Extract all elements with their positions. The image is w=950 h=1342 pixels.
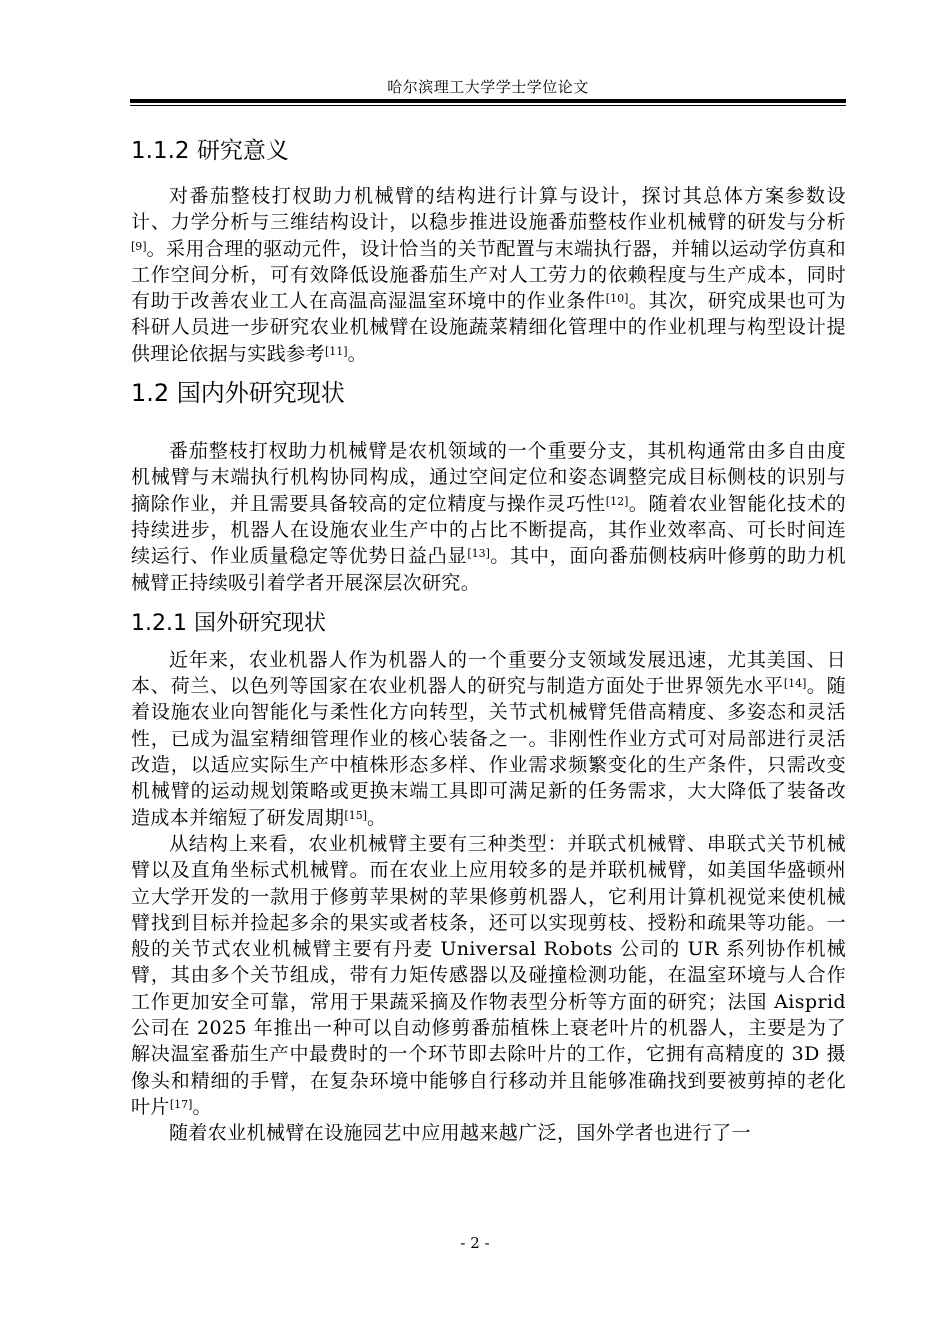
text-run: 番茄整枝打杈助力机械臂是农机领域的一个重要分支，其机构通常由多自由度机械臂与末端执行机构协同构成，通过空间定位和姿态调整完成目标侧枝的识别与摘除作业，并且需要具备较高的定位精度与操作灵巧性: [131, 440, 846, 515]
heading-1-2-1: 1.2.1 国外研究现状: [131, 610, 326, 636]
paragraph-research-status: [131, 438, 846, 596]
citation-ref: [13]: [467, 547, 490, 561]
paragraph-research-significance: [131, 183, 846, 367]
citation-ref: [14]: [783, 677, 807, 691]
citation-ref: [11]: [325, 344, 348, 358]
citation-ref: [9]: [131, 239, 147, 253]
text-run: 。随着设施农业向智能化与柔性化方向转型，关节式机械臂凭借高精度、多姿态和灵活性，已成为温室精细管理作业的核心装备之一。非刚性作业方式可对局部进行灵活改造，以适应实际生产中植株形态多样、作业需求频繁变化的生产条件，只需改变机械臂的运动规划策略或更换末端工具即可满足新的任务需求，大大降低了装备改造成本并缩短了研发周期: [131, 675, 846, 829]
citation-ref: [15]: [344, 808, 367, 822]
header-rule-thin: [130, 105, 846, 106]
text-run: 。其次，研究成果也可为科研人员进一步研究农业机械臂在设施蔬菜精细化管理中的作业机理与构型设计提供理论依据与实践参考: [131, 290, 846, 365]
text-run: 。其中，面向番茄侧枝病叶修剪的助力机械臂正持续吸引着学者开展深层次研究。: [131, 545, 846, 594]
citation-ref: [17]: [169, 1097, 193, 1111]
text-run: 从结构上来看，农业机械臂主要有三种类型：并联式机械臂、串联式关节机械臂以及直角坐标式机械臂。而在农业上应用较多的是并联机械臂，如美国华盛顿州立大学开发的一款用于修剪苹果树的苹果修剪机器人，它利用计算机视觉来使机械臂找到目标并捡起多余的果实或者枝条，还可以实现剪枝、授粉和疏果等功能。一般的关节式农业机械臂主要有丹麦 Universal Robots 公司的 UR 系列协作机械臂，其由多个关节组成，带有力矩传感器以及碰撞检测功能，在温室环境与人合作工作更加安全可靠，常用于果蔬采摘及作物表型分析等方面的研究；法国 Aisprid 公司在 2025 年推出一种可以自动修剪番茄植株上衰老叶片的机器人，主要是为了解决温室番茄生产中最费时的一个环节即去除叶片的工作，它拥有高精度的 3D 摄像头和精细的手臂，在复杂环境中能够自行移动并且能够准确找到要被剪掉的老化叶片: [131, 832, 846, 1118]
text-run: 。: [367, 806, 387, 829]
page-number: - 2 -: [460, 1234, 490, 1252]
text-run: 。: [192, 1095, 212, 1118]
running-header: 哈尔滨理工大学学士学位论文: [387, 78, 589, 96]
text-run: 近年来，农业机器人作为机器人的一个重要分支领域发展迅速，尤其美国、日本、荷兰、以色列等国家在农业机器人的研究与制造方面处于世界领先水平: [131, 648, 846, 698]
heading-1-2: 1.2 国内外研究现状: [131, 379, 345, 408]
citation-ref: [12]: [605, 494, 629, 508]
text-run: 。随着农业智能化技术的持续进步，机器人在设施农业生产中的占比不断提高，其作业效率高、可长时间连续运行、作业质量稳定等优势日益凸显: [131, 492, 846, 568]
citation-ref: [10]: [605, 292, 629, 306]
paragraph-foreign-status-1: [131, 647, 846, 831]
body-content: [131, 128, 846, 1147]
text-run: 。采用合理的驱动元件，设计恰当的关节配置与末端执行器，并辅以运动学仿真和工作空间分析，可有效降低设施番茄生产对人工劳力的依赖程度与生产成本，同时有助于改善农业工人在高温高湿温室环境中的作业条件: [131, 237, 846, 313]
header-rule-thick: [130, 99, 846, 103]
paragraph-foreign-status-2: [131, 831, 846, 1120]
text-run: 对番茄整枝打杈助力机械臂的结构进行计算与设计，探讨其总体方案参数设计、力学分析与三维结构设计，以稳步推进设施番茄整枝作业机械臂的研发与分析: [131, 185, 846, 234]
heading-1-1-2: 1.1.2 研究意义: [131, 138, 289, 164]
text-run: 。: [347, 342, 368, 365]
paragraph-foreign-status-3: 随着农业机械臂在设施园艺中应用越来越广泛，国外学者也进行了一: [169, 1122, 752, 1145]
